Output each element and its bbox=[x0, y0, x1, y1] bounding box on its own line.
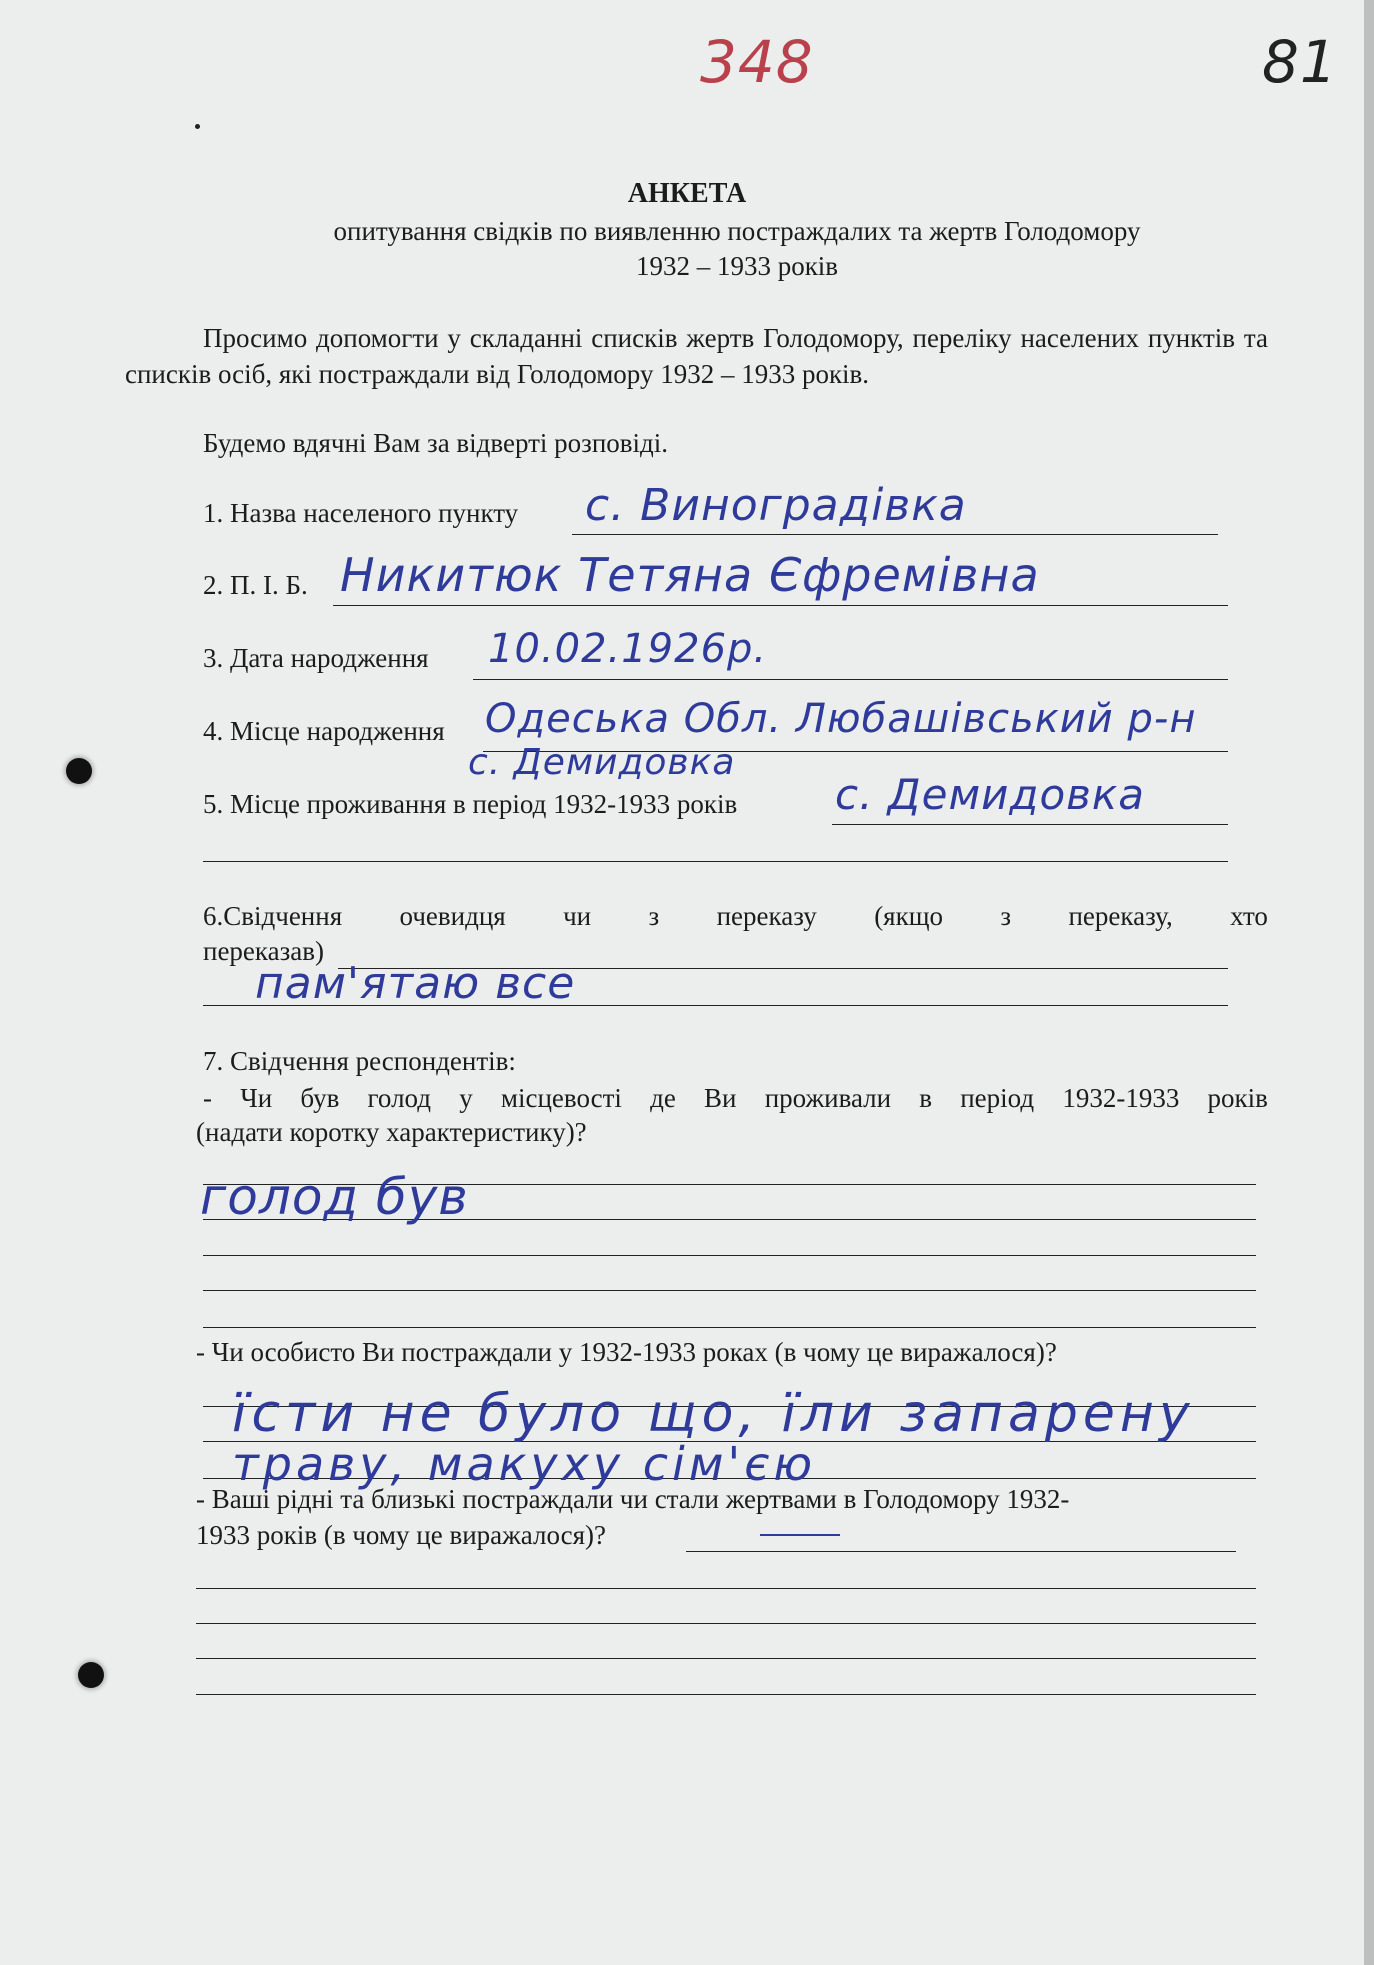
birth-place-label: 4. Місце народження bbox=[203, 716, 445, 746]
q7-answer2-line2[interactable]: траву, макуху сім'єю bbox=[232, 1437, 817, 1491]
q7-word: - bbox=[203, 1083, 212, 1113]
q7-word: Ви bbox=[704, 1083, 737, 1113]
q7-word: у bbox=[459, 1083, 473, 1113]
q7-word: Чи bbox=[240, 1083, 273, 1113]
q7-q3-line bbox=[196, 1623, 1256, 1624]
form-years: 1932 – 1933 років bbox=[635, 251, 839, 281]
settlement-line bbox=[572, 534, 1218, 535]
q6-word: (якщо bbox=[874, 901, 944, 931]
q6-word: очевидця bbox=[399, 901, 506, 931]
residence-line bbox=[832, 824, 1228, 825]
q7-question2: - Чи особисто Ви постраждали у 1932-1933 роках (в чому це виражалося)? bbox=[196, 1337, 1057, 1367]
q6-word: переказу, bbox=[1068, 901, 1173, 931]
q7-question3: - Ваші рідні та близькі постраждали чи стали жертвами в Голодомору 1932- bbox=[196, 1484, 1070, 1514]
q7-q3-line bbox=[196, 1658, 1256, 1659]
q7-q3-line bbox=[196, 1588, 1256, 1589]
q7-answer-line bbox=[203, 1255, 1256, 1256]
q7-word: був bbox=[300, 1083, 340, 1113]
q7-word: проживали bbox=[764, 1083, 892, 1113]
form-subtitle: опитування свідків по виявленню постраждалих та жертв Голодомору bbox=[333, 216, 1141, 246]
birth-date-value[interactable]: 10.02.1926р. bbox=[488, 626, 768, 672]
residence-value[interactable]: с. Демидовка bbox=[835, 770, 1146, 819]
q7-word: місцевості bbox=[500, 1083, 622, 1113]
q7-answer-line bbox=[203, 1290, 1256, 1291]
q6-word: чи bbox=[563, 901, 592, 931]
q7-word: де bbox=[650, 1083, 676, 1113]
residence-extra-line bbox=[203, 861, 1228, 862]
q7-question3-line2: 1933 років (в чому це виражалося)? bbox=[196, 1520, 607, 1550]
birth-place-value[interactable]: Одеська Обл. Любашівський р-н bbox=[485, 696, 1197, 742]
q7-q3-line bbox=[196, 1694, 1256, 1695]
q6-word: з bbox=[1000, 901, 1012, 931]
q6-word: хто bbox=[1230, 901, 1268, 931]
q6-word: 6.Свідчення bbox=[203, 901, 343, 931]
q7-word: в bbox=[919, 1083, 933, 1113]
q7-answer-line bbox=[203, 1327, 1256, 1328]
birth-date-label: 3. Дата народження bbox=[203, 643, 429, 673]
q7-question1-line2: (надати коротку характеристику)? bbox=[196, 1117, 587, 1147]
q7-answer1[interactable]: голод був bbox=[200, 1168, 469, 1226]
thanks-text: Будемо вдячні Вам за відверті розповіді. bbox=[203, 428, 669, 458]
birth-date-line bbox=[473, 679, 1228, 680]
sheet-number: 81 bbox=[1262, 28, 1338, 96]
intro-paragraph: Просимо допомогти у складанні списків жертв Голодомору, переліку населених пунктів та списків осіб, які постраждали від Голодомору 1932 – 1933 років. bbox=[125, 323, 1268, 389]
form-title: АНКЕТА bbox=[627, 178, 747, 209]
archive-number: 348 bbox=[700, 28, 814, 96]
full-name-value[interactable]: Никитюк Тетяна Єфремівна bbox=[340, 548, 1040, 602]
q6-word: переказу bbox=[716, 901, 817, 931]
q6-label-line2: переказав) bbox=[203, 936, 324, 966]
scanner-edge bbox=[1364, 0, 1374, 1965]
q7-word: голод bbox=[367, 1083, 432, 1113]
ink-speck bbox=[195, 124, 200, 129]
q7-q3-dash bbox=[760, 1534, 840, 1536]
punch-hole-upper bbox=[66, 758, 92, 784]
full-name-label: 2. П. І. Б. bbox=[203, 570, 308, 600]
settlement-value[interactable]: с. Виноградівка bbox=[585, 480, 967, 531]
q7-answer2-line1[interactable]: їсти не було що, їли запарену bbox=[232, 1384, 1195, 1444]
q7-label: 7. Свідчення респондентів: bbox=[203, 1046, 516, 1076]
q6-label bbox=[203, 901, 1268, 932]
q7-word: років bbox=[1207, 1083, 1268, 1113]
q6-word: з bbox=[648, 901, 660, 931]
punch-hole-lower bbox=[78, 1662, 104, 1688]
full-name-line bbox=[333, 605, 1228, 606]
q6-answer[interactable]: пам'ятаю все bbox=[255, 958, 576, 1009]
q7-word: період bbox=[960, 1083, 1035, 1113]
birth-place-village[interactable]: с. Демидовка bbox=[468, 742, 736, 783]
settlement-label: 1. Назва населеного пункту bbox=[203, 498, 519, 528]
q7-q3-line bbox=[686, 1551, 1236, 1552]
q7-word: 1932-1933 bbox=[1062, 1083, 1180, 1113]
residence-label: 5. Місце проживання в період 1932-1933 років bbox=[203, 789, 738, 819]
q7-question1 bbox=[203, 1083, 1268, 1114]
